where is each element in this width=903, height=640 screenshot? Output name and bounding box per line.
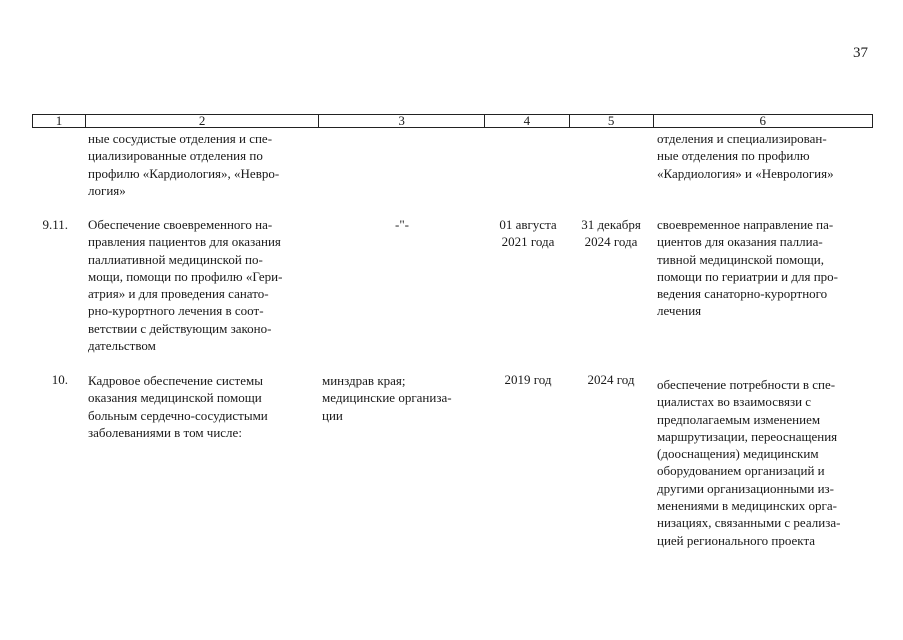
row-2-end-date: 2024 год xyxy=(587,372,635,387)
text-line: «Кардиология» и «Неврология» xyxy=(657,165,834,181)
text-line: цией регионального проекта xyxy=(657,532,816,548)
row-1-number: 9.11. xyxy=(42,217,68,232)
page-number: 37 xyxy=(853,45,868,61)
text-line: ветствии с действующим законо- xyxy=(88,320,272,336)
text-line: заболеваниями в том числе: xyxy=(88,424,242,440)
text-line: оборудованием организаций и xyxy=(657,463,825,479)
text-line: ные сосудистые отделения и спе- xyxy=(88,131,273,146)
text-line: рно-курортного лечения в соот- xyxy=(88,303,264,319)
text-line: Кадровое обеспечение системы xyxy=(88,373,263,388)
text-line: своевременное направление па- xyxy=(657,217,834,232)
row-1-start-date xyxy=(487,216,569,251)
text-line: обеспечение потребности в спе- xyxy=(657,377,836,392)
row-2-start-date: 2019 год xyxy=(504,372,552,387)
text-line: циалистах во взаимосвязи с xyxy=(657,394,812,410)
row-1-result xyxy=(657,216,866,320)
text-line: дательством xyxy=(88,338,156,354)
text-line: профилю «Кардиология», «Невро- xyxy=(88,165,280,181)
text-line: 31 декабря xyxy=(581,217,641,232)
text-line: 2024 года xyxy=(584,234,638,250)
header-col-3: 3 xyxy=(319,115,485,127)
text-line: 01 августа xyxy=(499,217,557,232)
text-line: другими организационными из- xyxy=(657,480,835,496)
row-2-description xyxy=(88,372,313,441)
text-line: минздрав края; xyxy=(322,373,406,388)
text-line: низациях, связанными с реализа- xyxy=(657,515,841,531)
text-line: помощи по гериатрии и для про- xyxy=(657,268,839,284)
text-line: предполагаемым изменением xyxy=(657,411,821,427)
row-2-responsible xyxy=(322,372,482,424)
text-line: маршрутизации, переоснащения xyxy=(657,428,838,444)
text-line: ведения санаторно-курортного xyxy=(657,286,828,302)
text-line: правления пациентов для оказания xyxy=(88,234,281,250)
text-line: ные отделения по профилю xyxy=(657,148,810,164)
header-col-6: 6 xyxy=(759,113,766,128)
text-line: атрия» и для проведения санато- xyxy=(88,286,269,302)
text-line: тивной медицинской помощи, xyxy=(657,251,824,267)
header-col-5: 5 xyxy=(570,115,654,127)
row-0-description xyxy=(88,130,313,199)
text-line: мощи, помощи по профилю «Гери- xyxy=(88,268,283,284)
text-line: больным сердечно-сосудистыми xyxy=(88,407,268,423)
text-line: логия» xyxy=(88,182,126,198)
header-col-1: 1 xyxy=(33,115,86,127)
row-1-responsible: -"- xyxy=(395,217,409,232)
text-line: (дооснащения) медицинским xyxy=(657,446,819,462)
text-line: циентов для оказания паллиа- xyxy=(657,234,823,250)
header-col-4: 4 xyxy=(485,115,570,127)
text-line: оказания медицинской помощи xyxy=(88,390,262,406)
text-line: отделения и специализирован- xyxy=(657,131,827,146)
text-line: медицинские организа- xyxy=(322,390,452,406)
text-line: менениями в медицинских орга- xyxy=(657,498,837,514)
text-line: паллиативной медицинской по- xyxy=(88,251,263,267)
text-line: лечения xyxy=(657,303,702,319)
text-line: циализированные отделения по xyxy=(88,148,263,164)
text-line: ции xyxy=(322,407,343,423)
text-line: 2021 года xyxy=(501,234,555,250)
table-header xyxy=(32,114,873,128)
row-1-end-date xyxy=(570,216,652,251)
row-2-result xyxy=(657,376,866,549)
text-line: Обеспечение своевременного на- xyxy=(88,217,273,232)
row-1-description xyxy=(88,216,313,354)
row-2-number: 10. xyxy=(51,372,68,387)
header-col-2: 2 xyxy=(86,115,319,127)
row-0-result xyxy=(657,130,866,182)
